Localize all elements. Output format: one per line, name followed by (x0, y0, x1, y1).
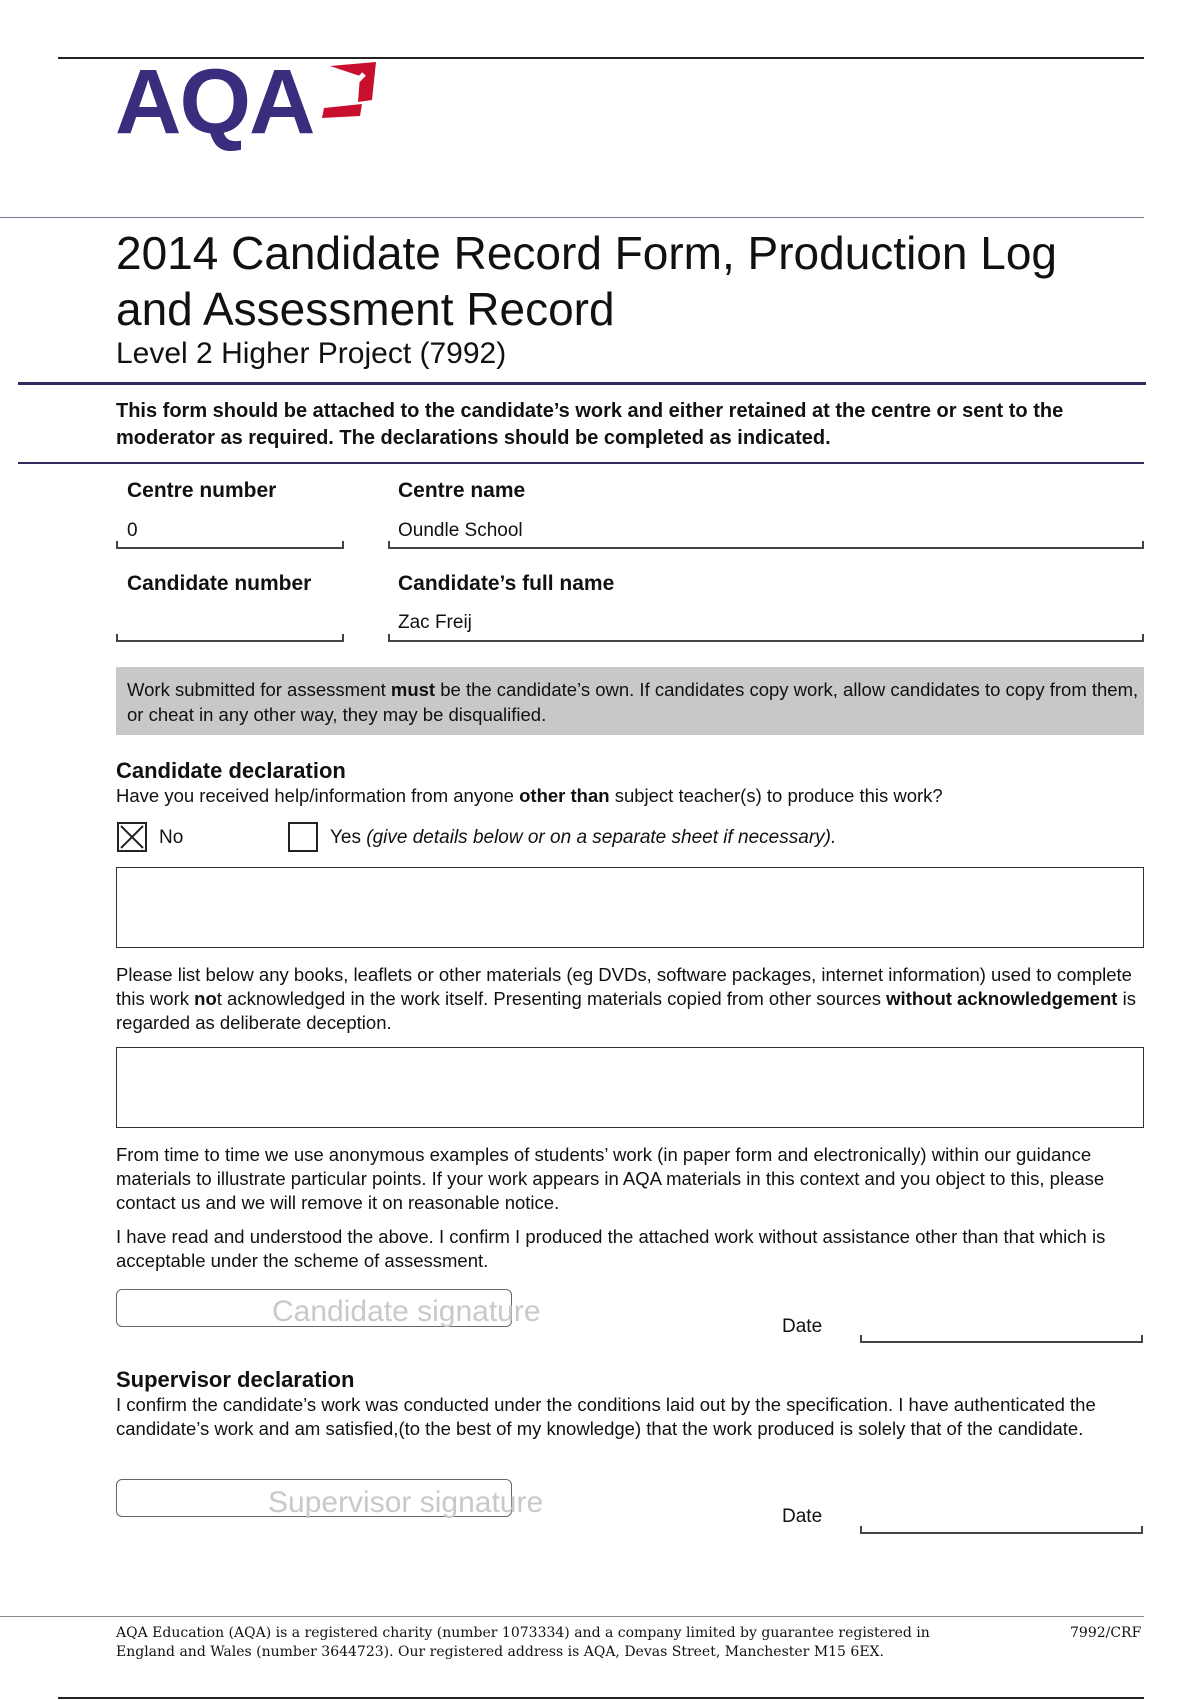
materials-text (116, 963, 1156, 1035)
centre-number-label: Centre number (127, 479, 277, 502)
materials-part-3: is regarded as deliberate deception. (116, 988, 1136, 1033)
yes-note: (give details below or on a separate sheet if necessary). (366, 827, 837, 848)
title-line-2: and Assessment Record (116, 283, 615, 335)
materials-textbox[interactable] (116, 1047, 1144, 1128)
candidate-number-field[interactable] (116, 640, 344, 642)
aqa-logo: AQA (115, 51, 314, 153)
supervisor-date-label: Date (782, 1506, 823, 1527)
candidate-name-value[interactable]: Zac Freij (398, 612, 472, 633)
bottom-rule (58, 1697, 1144, 1699)
confirmation-text: I have read and understood the above. I confirm I produced the attached work without assistance other than that which is acceptable under the scheme of assessment. (116, 1226, 1106, 1271)
candidate-name-label: Candidate’s full name (398, 572, 615, 595)
anonymous-examples-text: From time to time we use anonymous examples of students’ work (in paper form and electronically) within our guidance materials to illustrate particular points. If your work appears in AQA materials in this context and you object to this, please contact us and we will remove it on reasonable notice. (116, 1144, 1105, 1213)
supervisor-signature-placeholder: Supervisor signature (268, 1486, 544, 1519)
candidate-signature-placeholder: Candidate signature (272, 1295, 541, 1328)
question-bold: other than (519, 785, 610, 806)
candidate-declaration-heading: Candidate declaration (116, 758, 346, 783)
supervisor-declaration-heading: Supervisor declaration (116, 1367, 355, 1392)
candidate-date-label: Date (782, 1316, 823, 1337)
notice-part-1: Work submitted for assessment (127, 679, 391, 700)
candidate-date-field[interactable] (860, 1341, 1143, 1343)
cross-icon (119, 824, 145, 850)
materials-bold-2: without acknowledgement (886, 988, 1118, 1009)
help-details-textbox[interactable] (116, 867, 1144, 948)
no-label: No (159, 827, 184, 848)
notice-part-2: be the candidate’s own. If candidates copy work, allow candidates to copy from them, or cheat in any other way, they may be disqualified. (127, 679, 1139, 725)
candidate-number-label: Candidate number (127, 572, 312, 595)
notice-text (127, 677, 1142, 727)
instructions-text: This form should be attached to the candidate’s work and either retained at the centre or sent to the moderator as required. The declarations should be completed as indicated. (116, 400, 1064, 449)
materials-part-2: t acknowledged in the work itself. Presenting materials copied from other sources (216, 988, 887, 1009)
aqa-logo-mark-icon (322, 62, 378, 118)
footer-text (116, 1624, 976, 1662)
materials-bold-1: no (194, 988, 217, 1009)
footer-line-2: England and Wales (number 3644723). Our registered address is AQA, Devas Street, Manchester M15 6EX. (116, 1644, 884, 1660)
title-divider (18, 382, 1146, 385)
supervisor-date-field[interactable] (860, 1532, 1143, 1534)
page-title (116, 225, 1156, 337)
candidate-name-field[interactable] (388, 640, 1144, 642)
centre-number-field[interactable] (116, 547, 344, 549)
form-code: 7992/CRF (1070, 1625, 1142, 1641)
page-subtitle: Level 2 Higher Project (7992) (116, 337, 507, 370)
yes-label-row (330, 827, 836, 849)
centre-name-value[interactable]: Oundle School (398, 520, 523, 541)
yes-checkbox[interactable] (288, 822, 318, 852)
footer-line-1: AQA Education (AQA) is a registered charity (number 1073334) and a company limited by guarantee registered in (116, 1625, 930, 1641)
question-part-2: subject teacher(s) to produce this work? (609, 785, 943, 806)
centre-name-label: Centre name (398, 479, 526, 502)
instructions-divider (18, 462, 1144, 464)
footer-divider (0, 1616, 1144, 1617)
centre-name-field[interactable] (388, 547, 1144, 549)
question-part-1: Have you received help/information from anyone (116, 785, 520, 806)
supervisor-declaration-text: I confirm the candidate’s work was conducted under the conditions laid out by the specification. I have authenticated the candidate’s work and am satisfied,(to the best of my knowledge) that the work produced is solely that of the candidate. (116, 1394, 1096, 1439)
no-checkbox[interactable] (117, 822, 147, 852)
centre-number-value[interactable]: 0 (127, 520, 138, 541)
yes-label: Yes (330, 827, 361, 848)
title-line-1: 2014 Candidate Record Form, Production Log (116, 227, 1058, 279)
materials-part-1: Please list below any books, leaflets or other materials (eg DVDs, software packages, internet information) used to complete this work (116, 964, 1132, 1009)
help-question (116, 784, 1156, 808)
notice-bold: must (390, 679, 436, 700)
header-divider (0, 217, 1144, 218)
